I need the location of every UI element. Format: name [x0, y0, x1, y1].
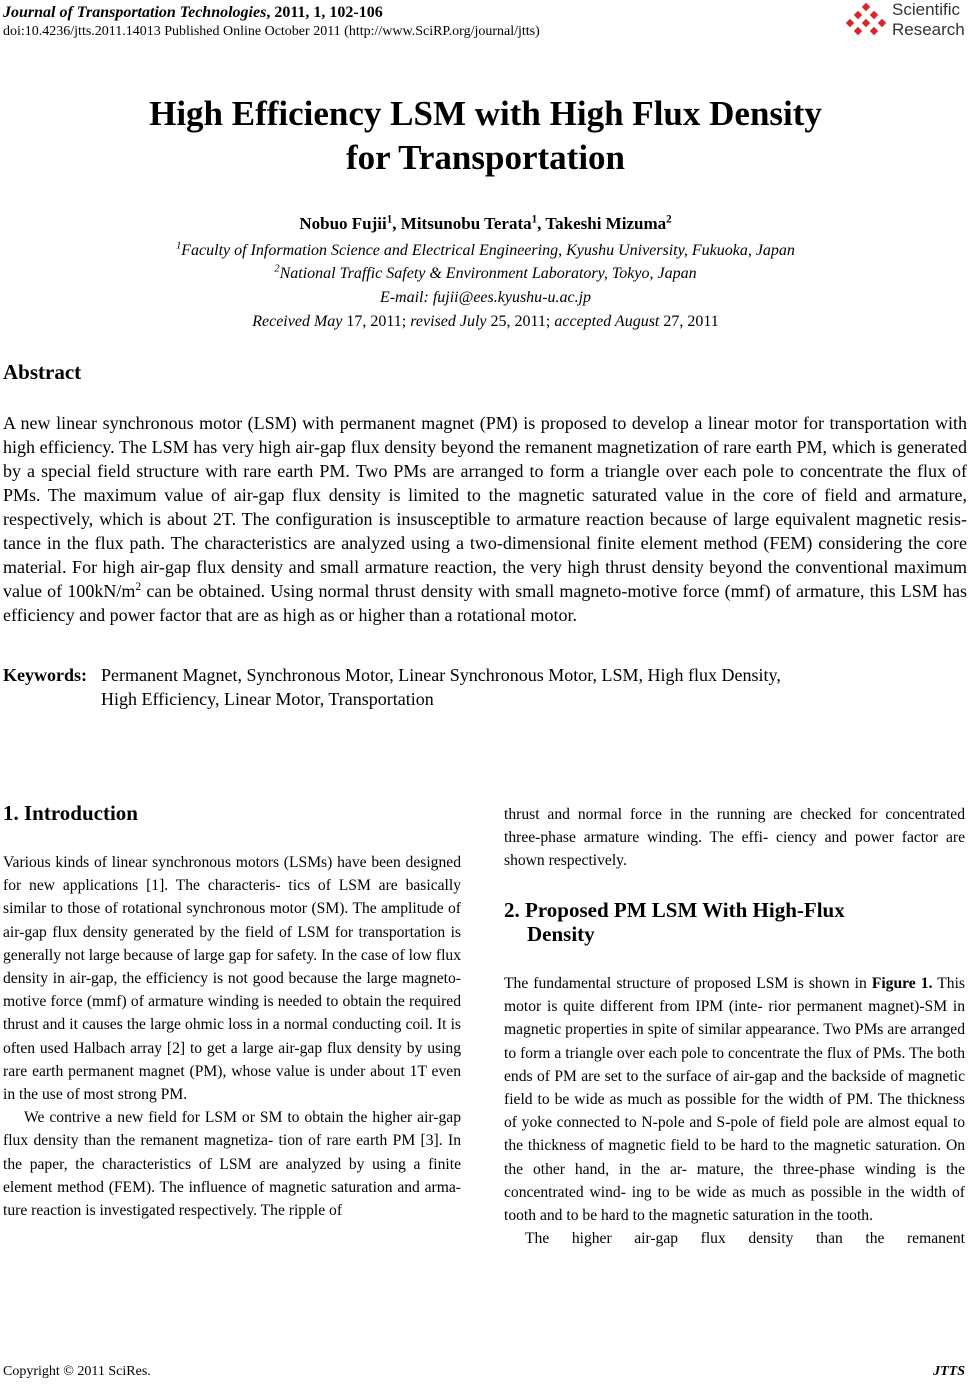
submission-dates	[0, 313, 971, 331]
author-3-sup: 2	[666, 213, 672, 226]
abstract-heading: Abstract	[3, 360, 82, 384]
journal-volume: , 2011, 1, 102-106	[266, 4, 383, 21]
doi-line: doi:10.4236/jtts.2011.14013 Published Online October 2011 (http://www.SciRP.org/journal/jtts)	[3, 24, 540, 39]
section-2-heading-line1: 2. Proposed PM LSM With High-Flux	[504, 898, 845, 922]
received-date: 17, 2011;	[342, 313, 411, 330]
revised-label: revised July	[410, 313, 487, 330]
keywords-line1: Permanent Magnet, Synchronous Motor, Linear Synchronous Motor, LSM, High flux Density,	[101, 665, 781, 685]
section-2-paragraph-1	[504, 972, 965, 1227]
affiliation-1	[0, 242, 971, 260]
abstract-text-1: A new linear synchronous motor (LSM) with permanent magnet (PM) is proposed to develop a linear motor for transportation with high efficiency. The LSM has very high air-gap flux density beyond the remanent magnetization of rare earth PM, which is generated by a special field structure with rare earth PM. Two PMs are arranged to form a triangle over each pole to concentrate the flux of PMs. The maximum value of air-gap flux density is limited to the magnetic saturated value in the core of field and armature, respectively, which is about 2T. The configuration is insusceptible to armature reaction because of large equivalent magnetic resis- tance in the flux path. The characteristics are analyzed using a two-dimensional finite element method (FEM) considering the core material. For high air-gap flux density and small armature reaction, the very high thrust density beyond the conventional maximum value of 100kN/m	[3, 413, 967, 601]
intro-paragraph-3: thrust and normal force in the running are checked for concentrated three-phase armature winding. The effi- ciency and power factor are shown respectively.	[504, 806, 965, 870]
copyright-notice: Copyright © 2011 SciRes.	[3, 1364, 151, 1379]
section-1-heading: 1. Introduction	[3, 801, 138, 825]
accepted-date: 27, 2011	[659, 313, 719, 330]
right-column-top	[504, 803, 965, 873]
revised-date: 25, 2011;	[486, 313, 555, 330]
section-2-heading	[504, 898, 965, 946]
email-label: E-mail	[379, 289, 424, 306]
affiliation-2-text: National Traffic Safety & Environment Laboratory, Tokyo, Japan	[279, 265, 697, 282]
title-line2: for Transportation	[345, 138, 626, 177]
abstract-body	[3, 411, 967, 627]
author-1-sup: 1	[386, 213, 393, 226]
email-address[interactable]: : fujii@ees.kyushu-u.ac.jp	[423, 289, 592, 306]
section-2-heading-line2: Density	[527, 922, 595, 946]
paper-title	[0, 92, 971, 180]
journal-abbreviation: JTTS	[933, 1364, 965, 1379]
intro-paragraph-1: Various kinds of linear synchronous motors (LSMs) have been designed for new applications [1]. The characteris- tics of LSM are basically similar to those of rotational synchronous motor (SM). The amplitude of air-gap flux density generated by the field of LSM for transportation is generally not large because of large gap for safety. In the case of low flux density in air-gap, the efficiency is not good because the large magneto-motive force (mmf) of armature winding is needed to obtain the required thrust and it causes the large ohmic loss in a normal conducting coil. It is often used Halbach array [2] to get a large air-gap flux density by using rare earth permanent magnet (PM), whose value is under about 1T even in the use of most strong PM.	[3, 854, 461, 1104]
logo-line2: Research	[892, 20, 965, 39]
section-2-para1-rest: This motor is quite different from IPM (inte- rior permanent magnet)-SM in magnetic properties in spite of similar appearance. Two PMs are arranged to form a triangle over each pole to concentrate the flux of PMs. The both ends of PM are set to the surface of air-gap and the backside of magnetic field to be wide as much as possible for the width of PM. The thickness of yoke connected to N-pole and S-pole of field pole are almost equal to the thickness of magnetic field to be hard to the magnetic saturation. On the other hand, in the ar- mature, the three-phase winding is the concentrated wind- ing to be wide as much as possible in the width of tooth and to be hard to the magnetic saturation in the tooth.	[504, 975, 965, 1225]
author-list	[0, 214, 971, 234]
affiliation-2-sup: 2	[274, 263, 280, 275]
affiliation-1-text: Faculty of Information Science and Electrical Engineering, Kyushu University, Fukuoka, Japan	[181, 242, 795, 259]
affiliation-1-sup: 1	[176, 240, 182, 252]
intro-paragraph-2: We contrive a new field for LSM or SM to obtain the higher air-gap flux density than the remanent magnetiza- tion of rare earth PM [3]. In the paper, the characteristics of LSM are analyzed by using a finite element method (FEM). The influence of magnetic saturation and arma- ture reaction is investigated respectively. The ripple of	[3, 1109, 461, 1220]
received-label: Received May	[252, 313, 343, 330]
journal-citation	[3, 3, 383, 23]
author-2: , Mitsunobu Terata	[392, 214, 532, 233]
keywords-line2: High Efficiency, Linear Motor, Transportation	[101, 689, 434, 709]
title-line1: High Efficiency LSM with High Flux Density	[149, 94, 822, 133]
journal-name: Journal of Transportation Technologies	[3, 4, 267, 21]
author-2-sup: 1	[531, 213, 538, 226]
accepted-label: accepted August	[554, 313, 660, 330]
section-2-paragraph-2: The higher air-gap flux density than the remanent	[525, 1230, 965, 1248]
figure-1-reference[interactable]: Figure 1.	[871, 975, 933, 992]
keywords-list	[101, 663, 961, 711]
keywords-label: Keywords:	[3, 665, 87, 685]
abstract-sup: 2	[135, 580, 142, 593]
author-1: Nobuo Fujii	[299, 214, 387, 233]
right-column-body	[504, 972, 965, 1250]
author-3: , Takeshi Mizuma	[537, 214, 667, 233]
affiliation-2	[0, 265, 971, 283]
abstract-text-2: can be obtained. Using normal thrust density with small magneto-motive force (mmf) of armature, this LSM has efficiency and power factor that are as high as or higher than a rotational motor.	[3, 581, 967, 625]
logo-wordmark	[892, 0, 965, 40]
left-column	[3, 851, 461, 1222]
email-line	[0, 289, 971, 307]
section-2-para1-start: The fundamental structure of proposed LSM is shown in	[504, 975, 872, 992]
logo-line1: Scientific	[892, 0, 961, 19]
